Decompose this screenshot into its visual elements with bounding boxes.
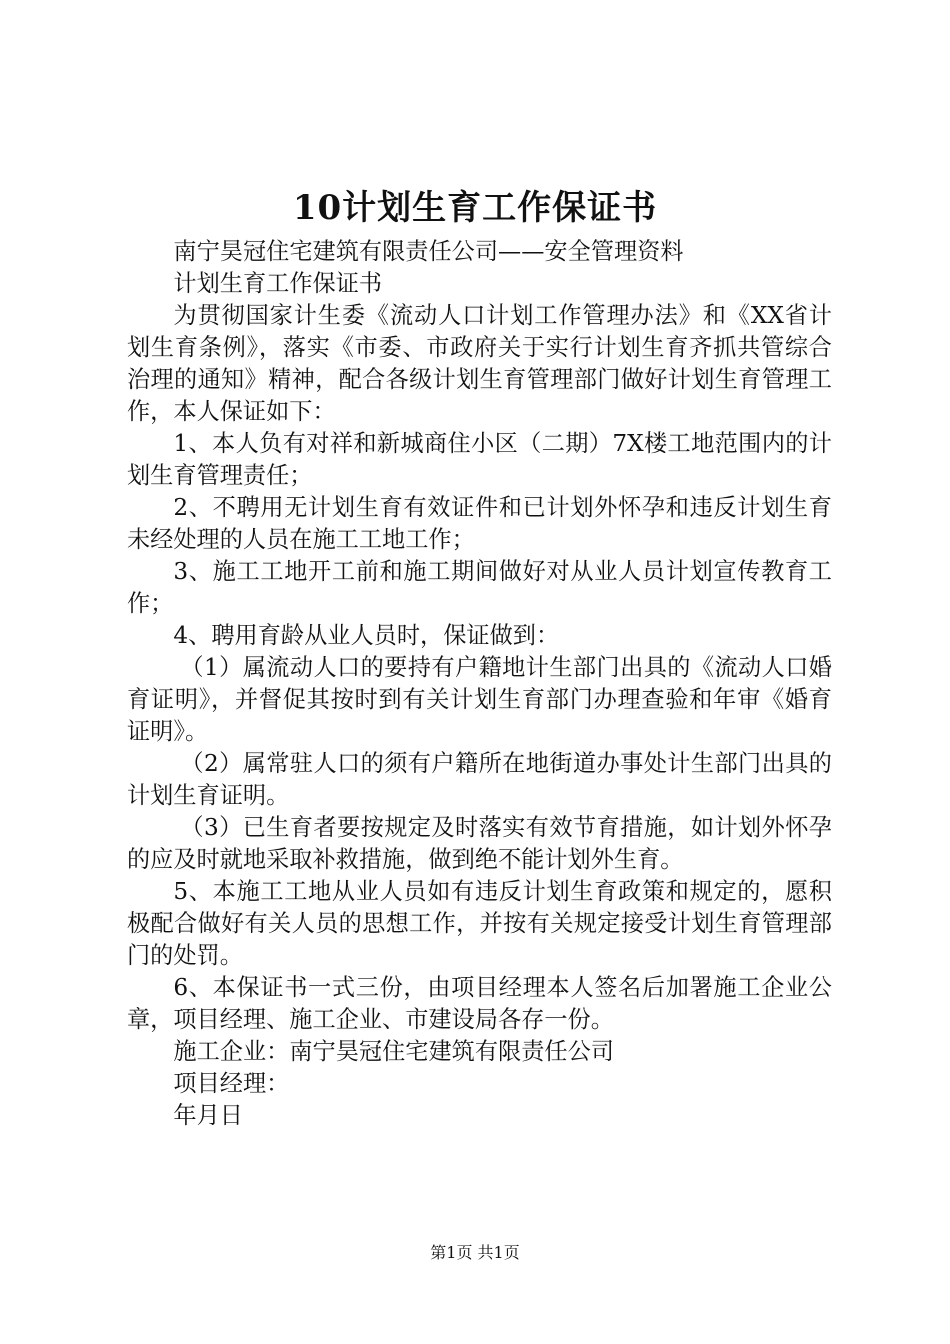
page-footer: 第1页 共1页 (430, 1243, 520, 1262)
subtitle-line: 计划生育工作保证书 (173, 270, 383, 297)
signature-manager: 项目经理： (173, 1070, 290, 1097)
signature-company: 施工企业：南宁昊冠住宅建筑有限责任公司 (173, 1038, 614, 1065)
document-body (127, 236, 832, 1132)
clause-4-item-1: （1）属流动人口的要持有户籍地计生部门出具的《流动人口婚育证明》，并督促其按时到有关计划生育部门办理查验和年审《婚育证明》。 (127, 654, 832, 745)
signature-date: 年月日 (173, 1102, 243, 1129)
clause-6: 6、本保证书一式三份，由项目经理本人签名后加署施工企业公章，项目经理、施工企业、市建设局各存一份。 (127, 974, 832, 1033)
clause-4-item-3: （3）已生育者要按规定及时落实有效节育措施，如计划外怀孕的应及时就地采取补救措施，做到绝不能计划外生育。 (127, 814, 832, 873)
clause-4: 4、聘用育龄从业人员时，保证做到： (173, 622, 560, 649)
clause-1: 1、本人负有对祥和新城商住小区（二期）7X楼工地范围内的计划生育管理责任； (127, 430, 832, 489)
document-title: 10计划生育工作保证书 (292, 188, 658, 228)
clause-5: 5、本施工工地从业人员如有违反计划生育政策和规定的，愿积极配合做好有关人员的思想工作，并按有关规定接受计划生育管理部门的处罚。 (127, 878, 832, 969)
company-header-line: 南宁昊冠住宅建筑有限责任公司——安全管理资料 (173, 238, 684, 265)
clause-3: 3、施工工地开工前和施工期间做好对从业人员计划宣传教育工作； (127, 558, 832, 617)
clause-4-item-2: （2）属常驻人口的须有户籍所在地街道办事处计生部门出具的计划生育证明。 (127, 750, 832, 809)
clause-2: 2、不聘用无计划生育有效证件和已计划外怀孕和违反计划生育未经处理的人员在施工工地工作； (127, 494, 832, 553)
intro-paragraph: 为贯彻国家计生委《流动人口计划工作管理办法》和《XX省计划生育条例》，落实《市委、市政府关于实行计划生育齐抓共管综合治理的通知》精神，配合各级计划生育管理部门做好计划生育管理工作，本人保证如下： (127, 302, 832, 425)
